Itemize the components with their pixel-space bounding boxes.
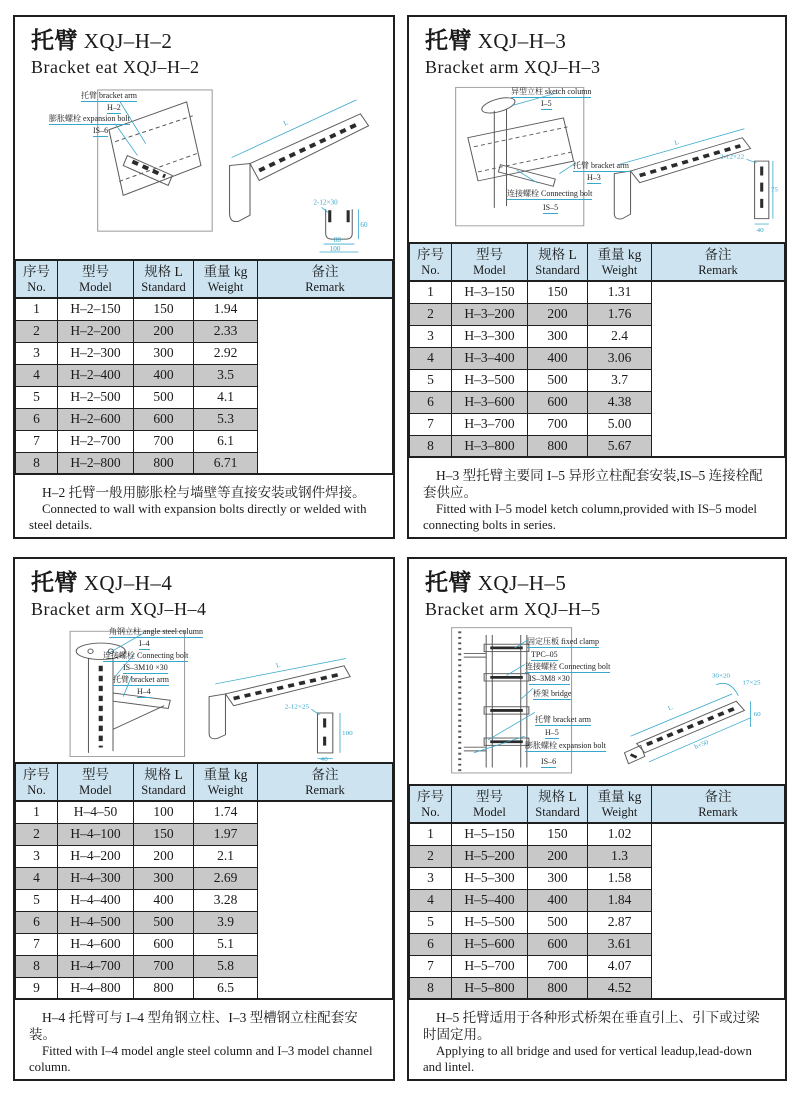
table-cell: H–3–800 — [452, 435, 528, 457]
col-header-model: 型号 Model — [452, 785, 528, 823]
table-cell: 4.52 — [588, 977, 652, 999]
table-cell: 200 — [134, 845, 194, 867]
table-cell: H–2–300 — [58, 342, 134, 364]
spec-table-h2 — [15, 259, 393, 475]
col-header-no: 序号 No. — [16, 260, 58, 298]
col-header-remark: 备注 Remark — [652, 785, 785, 823]
table-cell: 100 — [134, 801, 194, 823]
panel-title-code: XQJ–H–2 — [83, 29, 173, 53]
table-cell: H–3–500 — [452, 369, 528, 391]
dim-height: 100 — [342, 730, 353, 737]
technical-drawing-h5 — [415, 624, 779, 784]
technical-drawing-h2 — [21, 82, 387, 259]
table-cell: 800 — [528, 435, 588, 457]
table-cell: 5 — [16, 386, 58, 408]
table-cell: 200 — [528, 303, 588, 325]
table-cell: H–5–500 — [452, 911, 528, 933]
table-cell: 6.71 — [194, 452, 258, 474]
table-cell: H–2–150 — [58, 298, 134, 320]
table-cell: 600 — [528, 933, 588, 955]
table-cell: 5.8 — [194, 955, 258, 977]
table-cell: 3 — [16, 845, 58, 867]
col-header-standard: 规格 L Standard — [134, 260, 194, 298]
table-cell: H–3–400 — [452, 347, 528, 369]
panel-title-cn: 托臂 — [425, 570, 472, 595]
table-cell: 600 — [134, 408, 194, 430]
table-cell: 1.84 — [588, 889, 652, 911]
panel-h4-title-block — [15, 559, 393, 622]
table-row — [16, 298, 393, 320]
table-cell: 200 — [528, 845, 588, 867]
table-cell: 4 — [410, 889, 452, 911]
table-cell: 1 — [410, 823, 452, 845]
table-cell: 300 — [528, 867, 588, 889]
table-cell: 2 — [16, 823, 58, 845]
table-cell: 400 — [134, 889, 194, 911]
table-cell: 800 — [528, 977, 588, 999]
drawing-h2 — [21, 82, 387, 259]
dim-height: 75 — [770, 186, 778, 194]
page-title — [425, 570, 771, 596]
table-cell: 8 — [16, 955, 58, 977]
inset-box — [456, 87, 584, 225]
table-cell: H–2–700 — [58, 430, 134, 452]
table-cell: 5.00 — [588, 413, 652, 435]
table-cell: 700 — [134, 955, 194, 977]
panel-title-en: Bracket arm XQJ–H–4 — [31, 599, 207, 619]
header-row — [16, 260, 393, 298]
table-cell: 1.58 — [588, 867, 652, 889]
dim-width-inner: 80 — [333, 236, 341, 245]
table-cell: H–5–150 — [452, 823, 528, 845]
page-title — [31, 28, 379, 54]
col-header-weight: 重量 kg Weight — [194, 763, 258, 801]
drawing-label: 桥架 bridge — [533, 689, 572, 698]
col-header-remark: 备注 Remark — [652, 243, 785, 281]
upper-arm-shape — [464, 653, 486, 657]
note-cn: H–5 托臂适用于各种形式桥架在垂直引上、引下或过梁时固定用。 — [423, 1010, 760, 1042]
dim-length: L — [673, 139, 681, 147]
col-header-weight: 重量 kg Weight — [588, 243, 652, 281]
col-header-standard: 规格 L Standard — [528, 785, 588, 823]
table-row — [410, 823, 785, 845]
table-cell: 1.74 — [194, 801, 258, 823]
end-plate-shape — [209, 694, 225, 739]
note-cn: H–3 型托臂主要同 I–5 异形立柱配套安装,IS–5 连接栓配套供应。 — [423, 468, 763, 500]
drawing-label: IS–6 — [541, 757, 557, 766]
table-cell: H–4–50 — [58, 801, 134, 823]
note-cn: H–2 托臂一般用膨胀栓与墙壁等直接安装或钢件焊接。 — [42, 485, 366, 500]
table-cell: 2 — [16, 320, 58, 342]
table-cell: H–5–800 — [452, 977, 528, 999]
col-header-weight: 重量 kg Weight — [588, 785, 652, 823]
table-cell: 600 — [528, 391, 588, 413]
col-header-no: 序号 No. — [410, 243, 452, 281]
table-cell: 2.4 — [588, 325, 652, 347]
table-cell: 150 — [134, 823, 194, 845]
drawing-h3 — [415, 82, 779, 242]
panel-h4 — [13, 557, 395, 1081]
end-plate-shape — [230, 164, 250, 222]
drawing-h4 — [21, 624, 387, 762]
dim-holes: 2-12×25 — [284, 703, 310, 711]
table-cell: 4 — [16, 364, 58, 386]
drawing-label: I–4 — [139, 639, 150, 648]
table-cell: 500 — [134, 911, 194, 933]
table-cell: 7 — [16, 430, 58, 452]
remark-cell — [258, 298, 393, 474]
drawing-label: 膨胀螺栓 expansion bolt — [525, 741, 606, 750]
header-row — [16, 763, 393, 801]
drawing-label: 连接螺栓 Connecting bolt — [103, 651, 189, 660]
table-cell: 800 — [134, 977, 194, 999]
drawing-label: 角钢立柱 angle steel column — [109, 627, 203, 636]
table-cell: 700 — [134, 430, 194, 452]
drawing-label: IS–3M8 ×30 — [529, 674, 570, 683]
page-title — [31, 570, 379, 596]
table-cell: 6 — [16, 911, 58, 933]
remark-cell — [258, 801, 393, 999]
table-cell: H–4–100 — [58, 823, 134, 845]
table-row — [16, 801, 393, 823]
table-cell: 2 — [410, 303, 452, 325]
table-cell: 2.33 — [194, 320, 258, 342]
table-cell: 4 — [16, 867, 58, 889]
dim-lower: h+50 — [693, 739, 710, 751]
table-cell: H–3–200 — [452, 303, 528, 325]
table-cell: H–4–800 — [58, 977, 134, 999]
table-cell: 2.87 — [588, 911, 652, 933]
drawing-label: 固定压板 fixed clamp — [527, 637, 599, 646]
table-cell: 1.94 — [194, 298, 258, 320]
dim-width: 40 — [756, 227, 764, 234]
panel-title-cn: 托臂 — [31, 28, 78, 53]
table-cell: H–3–150 — [452, 281, 528, 303]
table-cell: 6.1 — [194, 430, 258, 452]
panel-h3 — [407, 15, 787, 539]
drawing-label: I–5 — [541, 99, 552, 108]
table-cell: 7 — [16, 933, 58, 955]
table-cell: 5 — [410, 369, 452, 391]
table-cell: 1.31 — [588, 281, 652, 303]
spec-table-h4 — [15, 762, 393, 1000]
table-cell: 300 — [134, 867, 194, 889]
dim-height: 60 — [753, 711, 761, 718]
drawing-h5 — [415, 624, 779, 784]
col-header-no: 序号 No. — [16, 763, 58, 801]
panel-note-h3 — [409, 458, 785, 537]
col-header-standard: 规格 L Standard — [528, 243, 588, 281]
table-cell: H–3–700 — [452, 413, 528, 435]
note-en: Fitted with I–5 model ketch column,provided with IS–5 model connecting bolts in series. — [423, 502, 757, 532]
drawing-label: 连接螺栓 Connecting bolt — [525, 662, 611, 671]
remark-cell — [652, 281, 785, 457]
panel-title-cn: 托臂 — [425, 28, 472, 53]
brace-shape — [113, 706, 164, 730]
panel-title-en: Bracket eat XQJ–H–2 — [31, 57, 200, 77]
dim-height: 60 — [360, 221, 368, 230]
dim-top2: 17×25 — [742, 679, 761, 687]
table-cell: 1.02 — [588, 823, 652, 845]
table-cell: 2 — [410, 845, 452, 867]
note-en: Connected to wall with expansion bolts directly or welded with steel details. — [29, 502, 367, 532]
table-cell: 1 — [16, 801, 58, 823]
table-row — [410, 281, 785, 303]
spec-table-h5 — [409, 784, 785, 1000]
col-header-model: 型号 Model — [58, 260, 134, 298]
panel-title-en: Bracket arm XQJ–H–5 — [425, 599, 601, 619]
panel-note-h2 — [15, 475, 393, 537]
table-cell: 8 — [410, 977, 452, 999]
col-header-weight: 重量 kg Weight — [194, 260, 258, 298]
drawing-label: H–5 — [545, 728, 559, 737]
technical-drawing-h4 — [21, 624, 387, 762]
table-cell: 700 — [528, 413, 588, 435]
drawing-label: 连接螺栓 Connecting bolt — [507, 189, 593, 198]
col-header-remark: 备注 Remark — [258, 260, 393, 298]
table-cell: 500 — [134, 386, 194, 408]
col-header-no: 序号 No. — [410, 785, 452, 823]
drawing-label: 托臂 bracket arm — [81, 91, 137, 100]
header-row — [410, 243, 785, 281]
panel-h2-title-block — [15, 17, 393, 80]
table-cell: 4.38 — [588, 391, 652, 413]
panel-title-code: XQJ–H–3 — [477, 29, 567, 53]
table-cell: 400 — [528, 889, 588, 911]
bracket-arm-shape — [250, 114, 369, 181]
panel-note-h5 — [409, 1000, 785, 1079]
panel-h2 — [13, 15, 395, 539]
table-cell: 4 — [410, 347, 452, 369]
table-cell: 1 — [16, 298, 58, 320]
table-cell: 400 — [528, 347, 588, 369]
small-bracket-shape — [123, 156, 172, 186]
table-cell: H–2–500 — [58, 386, 134, 408]
table-cell: 3.61 — [588, 933, 652, 955]
table-cell: H–4–300 — [58, 867, 134, 889]
table-cell: 6 — [410, 391, 452, 413]
table-cell: 3.06 — [588, 347, 652, 369]
table-cell: 3.28 — [194, 889, 258, 911]
dim-width-outer: 100 — [329, 245, 341, 254]
table-cell: 5.1 — [194, 933, 258, 955]
page-title — [425, 28, 771, 54]
table-cell: 6.5 — [194, 977, 258, 999]
drawing-label: H–4 — [137, 687, 151, 696]
dim-length: L — [275, 662, 282, 670]
table-cell: 2.1 — [194, 845, 258, 867]
table-cell: 5.67 — [588, 435, 652, 457]
spec-table-h3 — [409, 242, 785, 458]
foot-flange-shape — [624, 745, 644, 763]
drawing-label: H–3 — [587, 173, 601, 182]
table-cell: 1.97 — [194, 823, 258, 845]
end-plate-shape — [614, 171, 630, 219]
drawing-label: H–2 — [107, 103, 121, 112]
table-cell: 150 — [528, 823, 588, 845]
table-cell: H–4–500 — [58, 911, 134, 933]
dim-top1: 30×20 — [711, 672, 731, 680]
panel-title-code: XQJ–H–5 — [477, 571, 567, 595]
bridge-rails-shape — [486, 635, 527, 767]
table-cell: 3 — [410, 867, 452, 889]
table-cell: 3.7 — [588, 369, 652, 391]
table-cell: H–3–300 — [452, 325, 528, 347]
wall-shape — [468, 118, 574, 181]
drawing-label: IS–3M10 ×30 — [123, 663, 168, 672]
panel-h3-title-block — [409, 17, 785, 80]
col-header-model: 型号 Model — [58, 763, 134, 801]
table-cell: H–2–600 — [58, 408, 134, 430]
table-cell: H–2–800 — [58, 452, 134, 474]
dim-length: L — [282, 118, 290, 128]
table-cell: 9 — [16, 977, 58, 999]
table-cell: H–3–600 — [452, 391, 528, 413]
table-cell: 200 — [134, 320, 194, 342]
drawing-label: 托臂 bracket arm — [113, 675, 169, 684]
note-cn: H–4 托臂可与 I–4 型角钢立柱、I–3 型槽钢立柱配套安装。 — [29, 1010, 358, 1042]
table-cell: H–2–400 — [58, 364, 134, 386]
drawing-label: 异型立柱 sketch column — [511, 87, 592, 96]
table-cell: H–2–200 — [58, 320, 134, 342]
drawing-label: IS–6 — [93, 126, 109, 135]
table-cell: H–5–700 — [452, 955, 528, 977]
table-cell: H–4–600 — [58, 933, 134, 955]
table-cell: 500 — [528, 911, 588, 933]
table-cell: H–4–700 — [58, 955, 134, 977]
table-cell: 8 — [410, 435, 452, 457]
drawing-label: 托臂 bracket arm — [573, 161, 629, 170]
table-cell: 700 — [528, 955, 588, 977]
panel-title-cn: 托臂 — [31, 570, 78, 595]
drawing-label: TPC–05 — [531, 650, 558, 659]
table-cell: 7 — [410, 955, 452, 977]
table-cell: 3 — [16, 342, 58, 364]
table-cell: 800 — [134, 452, 194, 474]
table-cell: 6 — [410, 933, 452, 955]
dim-holes: 2-12×22 — [720, 153, 745, 161]
drawing-label: IS–5 — [543, 203, 559, 212]
table-cell: 1.3 — [588, 845, 652, 867]
table-cell: H–5–300 — [452, 867, 528, 889]
table-cell: 7 — [410, 413, 452, 435]
table-cell: 2.92 — [194, 342, 258, 364]
table-cell: 150 — [528, 281, 588, 303]
col-header-model: 型号 Model — [452, 243, 528, 281]
table-cell: H–4–400 — [58, 889, 134, 911]
drawing-label: 托臂 bracket arm — [535, 715, 591, 724]
table-cell: 6 — [16, 408, 58, 430]
panel-title-en: Bracket arm XQJ–H–3 — [425, 57, 601, 77]
table-cell: 300 — [134, 342, 194, 364]
column-shape — [494, 109, 506, 208]
table-cell: 4.1 — [194, 386, 258, 408]
table-cell: 500 — [528, 369, 588, 391]
dim-width: 40 — [320, 756, 328, 762]
bracket-arm-shape — [225, 666, 350, 706]
lower-arm-shape — [464, 747, 486, 751]
table-cell: 150 — [134, 298, 194, 320]
remark-cell — [652, 823, 785, 999]
table-cell: 600 — [134, 933, 194, 955]
table-cell: 3.5 — [194, 364, 258, 386]
table-cell: 400 — [134, 364, 194, 386]
table-cell: H–5–400 — [452, 889, 528, 911]
table-cell: 1 — [410, 281, 452, 303]
table-cell: 4.07 — [588, 955, 652, 977]
table-cell: 3 — [410, 325, 452, 347]
table-cell: 1.76 — [588, 303, 652, 325]
table-cell: 3.9 — [194, 911, 258, 933]
table-cell: 8 — [16, 452, 58, 474]
note-en: Applying to all bridge and used for vertical leadup,lead-down and lintel. — [423, 1044, 752, 1074]
col-header-remark: 备注 Remark — [258, 763, 393, 801]
table-cell: 5 — [16, 889, 58, 911]
panel-h5-title-block — [409, 559, 785, 622]
col-header-standard: 规格 L Standard — [134, 763, 194, 801]
table-cell: H–5–600 — [452, 933, 528, 955]
drawing-label: 膨胀螺栓 expansion bolt — [49, 114, 130, 123]
dim-holes: 2-12×30 — [313, 198, 338, 207]
panel-h5 — [407, 557, 787, 1081]
table-cell: H–4–200 — [58, 845, 134, 867]
table-cell: 5 — [410, 911, 452, 933]
note-en: Fitted with I–4 model angle steel column and I–3 model channel column. — [29, 1044, 373, 1074]
table-cell: H–5–200 — [452, 845, 528, 867]
header-row — [410, 785, 785, 823]
table-cell: 5.3 — [194, 408, 258, 430]
panel-note-h4 — [15, 1000, 393, 1079]
table-cell: 300 — [528, 325, 588, 347]
table-cell: 2.69 — [194, 867, 258, 889]
dim-length: L — [666, 704, 675, 713]
panel-title-code: XQJ–H–4 — [83, 571, 173, 595]
